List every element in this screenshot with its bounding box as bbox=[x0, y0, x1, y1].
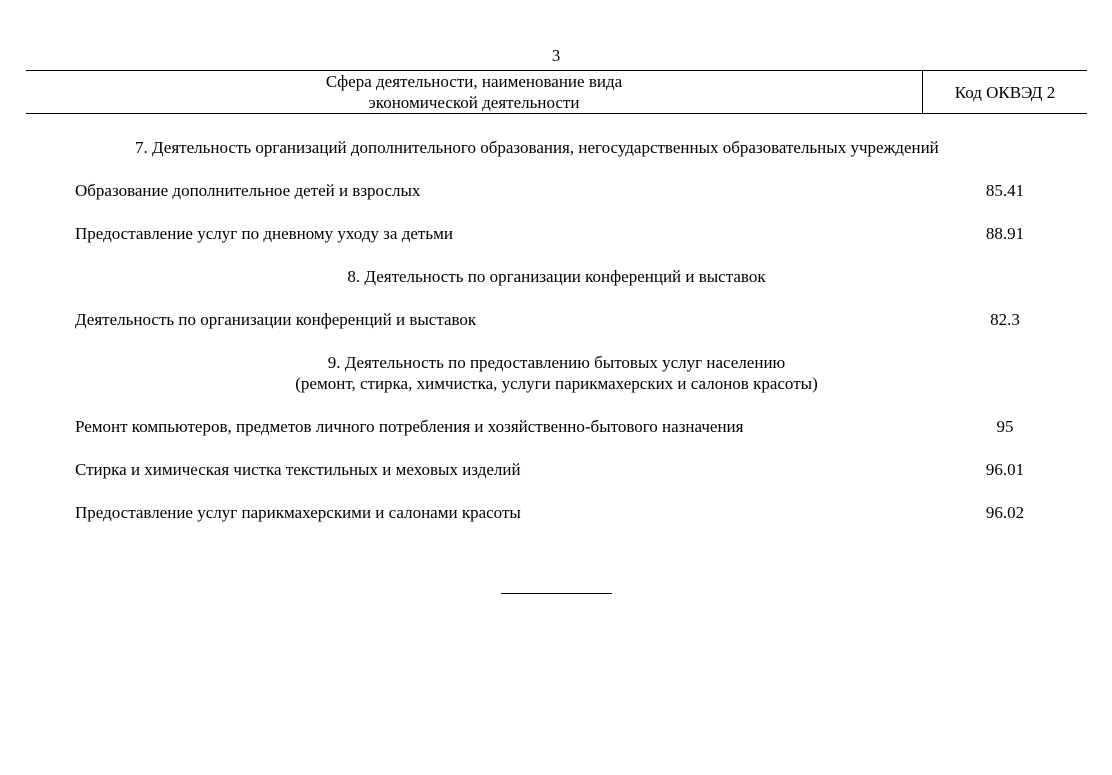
okved-code: 85.41 bbox=[985, 181, 1025, 200]
end-divider bbox=[501, 593, 612, 594]
okved-code: 96.01 bbox=[985, 460, 1025, 479]
activity-header-line-1: Сфера деятельности, наименование вида bbox=[325, 72, 623, 91]
activity-header-line-2: экономической деятельности bbox=[368, 93, 580, 112]
activity-name: Образование дополнительное детей и взрослых bbox=[75, 181, 421, 200]
table-row bbox=[75, 309, 1087, 330]
table-row bbox=[75, 459, 1087, 480]
table-row bbox=[75, 223, 1087, 244]
okved-code: 96.02 bbox=[985, 503, 1025, 522]
okved-code: 95 bbox=[996, 417, 1014, 436]
section-title-8: 8. Деятельность по организации конференций и выставок bbox=[347, 267, 766, 286]
table-header bbox=[26, 70, 1087, 114]
section-subtitle-9: (ремонт, стирка, химчистка, услуги парикмахерских и салонов красоты) bbox=[295, 374, 818, 393]
table-row bbox=[75, 502, 1087, 523]
okved-code: 88.91 bbox=[985, 224, 1025, 243]
section-title-7: 7. Деятельность организаций дополнительного образования, негосударственных образовательных учреждений bbox=[135, 138, 939, 157]
activity-name: Предоставление услуг по дневному уходу за детьми bbox=[75, 224, 453, 243]
activity-name: Ремонт компьютеров, предметов личного потребления и хозяйственно-бытового назначения bbox=[75, 417, 744, 436]
table-row bbox=[75, 416, 1087, 437]
page-number: 3 bbox=[551, 46, 561, 65]
section-title-9: 9. Деятельность по предоставлению бытовых услуг населению bbox=[327, 353, 786, 372]
code-column-header: Код ОКВЭД 2 bbox=[954, 82, 1056, 102]
activity-name: Предоставление услуг парикмахерскими и салонами красоты bbox=[75, 503, 521, 522]
okved-code: 82.3 bbox=[990, 310, 1020, 329]
table-row bbox=[75, 180, 1087, 201]
activity-name: Стирка и химическая чистка текстильных и меховых изделий bbox=[75, 460, 521, 479]
activity-name: Деятельность по организации конференций и выставок bbox=[75, 310, 477, 329]
activity-column-header bbox=[26, 71, 923, 113]
